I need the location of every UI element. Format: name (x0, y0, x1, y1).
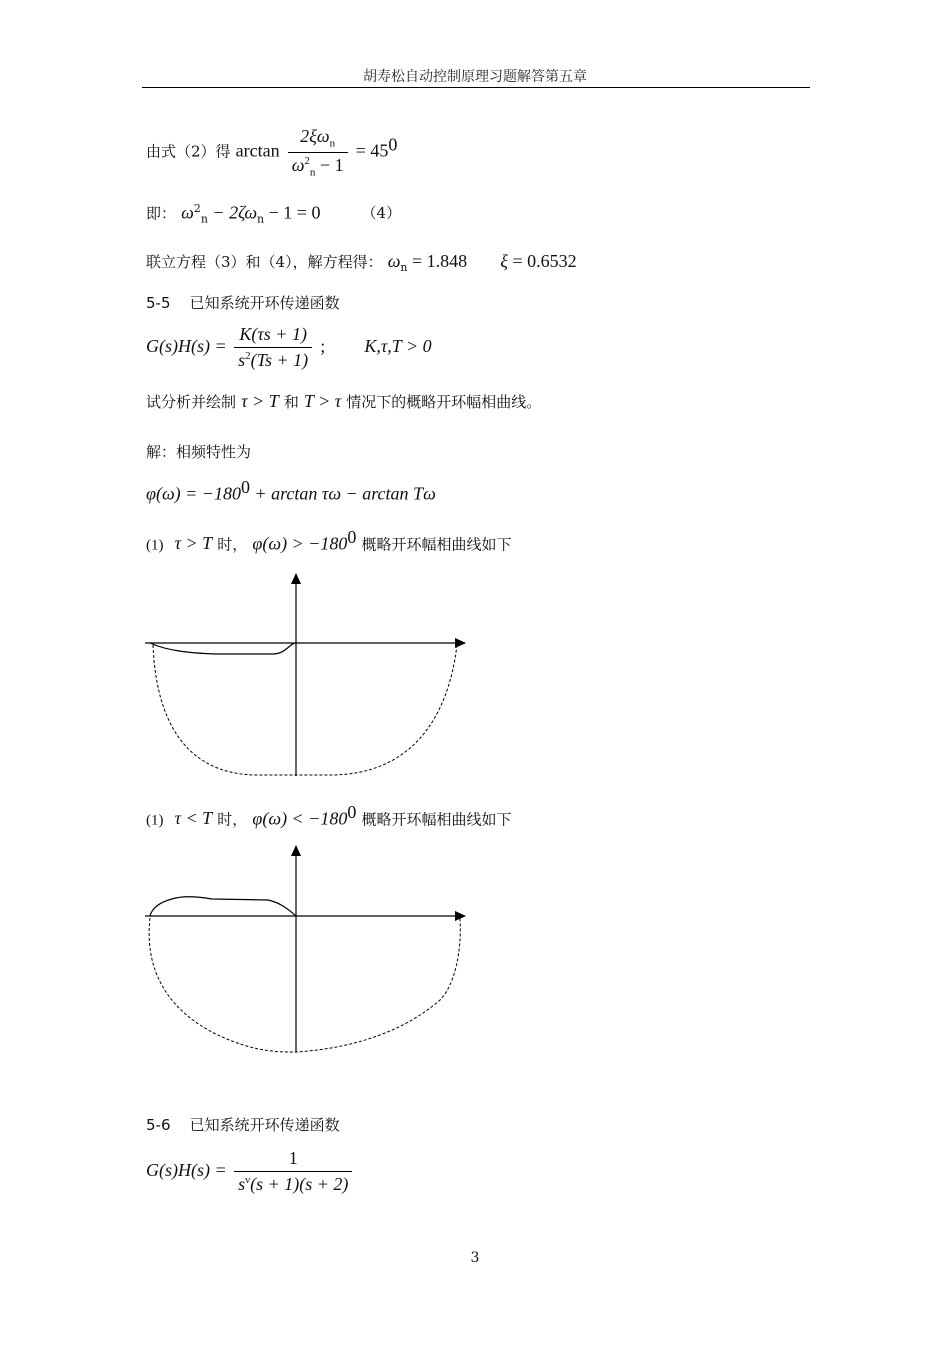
middle-term: − 2ζω (207, 202, 258, 223)
solution-heading: 解：相频特性为 (146, 443, 252, 461)
rest-term: − 1 = 0 (264, 202, 321, 223)
nyquist-curve-2 (150, 897, 296, 916)
task-cond2: T > τ (303, 391, 342, 411)
case1-phase: φ(ω) > −180 (252, 533, 348, 554)
tf-numerator: K(τs + 1) (234, 324, 312, 348)
page-header: 胡寿松自动控制原理习题解答第五章 (363, 69, 587, 85)
tf2-den-rest: (s + 1)(s + 2) (250, 1174, 349, 1194)
case1-description: 概略开环幅相曲线如下 (361, 535, 512, 554)
task-and: 和 (283, 393, 299, 411)
omega-sup: 2 (193, 202, 201, 215)
problem-number-2: 5-6 (146, 1116, 171, 1134)
tf2-lhs: G(s)H(s) = (146, 1160, 232, 1180)
case1-when: 时， (217, 535, 248, 554)
omega-n: ω (387, 251, 401, 271)
tf2-fraction (234, 1148, 352, 1195)
nyquist-plot-2 (145, 846, 465, 1052)
infinite-arc-1 (153, 645, 457, 775)
den-sup: 2 (304, 154, 310, 167)
case1-degree: 0 (347, 527, 357, 547)
case2-description: 概略开环幅相曲线如下 (361, 810, 512, 829)
phase-rest: + arctan τω − arctan Tω (249, 483, 436, 504)
case1-label: (1) (146, 537, 164, 554)
rhs-degree: 0 (388, 134, 398, 155)
task-part3: 情况下的概略开环幅相曲线。 (346, 393, 542, 411)
middle-sub: n (257, 212, 265, 226)
xi-symbol: ξ (500, 251, 508, 271)
problem-number: 5-5 (146, 294, 171, 312)
case2-degree: 0 (347, 802, 357, 822)
problem-title-2: 已知系统开环传递函数 (189, 1116, 340, 1134)
tf2-den-s: s (238, 1174, 246, 1194)
solution-text: 联立方程（3）和（4），解方程得： (146, 253, 383, 271)
case2-phase: φ(ω) < −180 (252, 808, 348, 829)
phase-lhs: φ(ω) = −180 (146, 483, 241, 504)
arctan-func: arctan (235, 140, 280, 161)
task-cond1: τ > T (241, 391, 279, 411)
tf-lhs: G(s)H(s) = (146, 336, 232, 356)
omega-sub: n (200, 212, 208, 226)
tf2-den-sup: ν (245, 1174, 251, 1186)
fraction-numerator: 2ξω (300, 126, 330, 146)
tf-semicolon: ; (320, 336, 326, 356)
omega-value: = 1.848 (407, 251, 468, 271)
case2-when: 时， (217, 810, 248, 829)
case1-condition: τ > T (174, 533, 213, 554)
den-sub: n (309, 166, 316, 179)
tf2-numerator: 1 (234, 1148, 352, 1172)
nyquist-curve-1 (150, 643, 296, 654)
phase-degree: 0 (240, 477, 250, 497)
page-number: 3 (470, 1250, 480, 1266)
tf-den-sup: 2 (245, 350, 251, 362)
tf-condition: K,τ,T > 0 (364, 336, 432, 356)
omega-symbol: ω (181, 202, 194, 223)
task-part1: 试分析并绘制 (146, 393, 237, 411)
rhs-value: = 45 (355, 140, 389, 161)
line1-prefix: 由式（2）得 (146, 142, 231, 161)
case2-condition: τ < T (174, 808, 213, 829)
nyquist-plot-1 (145, 574, 465, 776)
case2-label: (1) (146, 812, 164, 829)
omega-n-sub: n (400, 261, 408, 275)
num-subscript: n (329, 137, 336, 150)
line2-prefix: 即： (146, 204, 177, 223)
xi-value: = 0.6532 (507, 251, 577, 271)
infinite-arc-2 (149, 918, 460, 1052)
equation-tag: （4） (361, 204, 402, 223)
tf-den-s: s (238, 350, 246, 370)
tf-den-rest: (Ts + 1) (250, 350, 309, 370)
fraction-den-omega: ω (291, 154, 305, 175)
problem-5-6-heading (146, 1114, 340, 1135)
transfer-function-2 (146, 1148, 355, 1195)
den-rest: − 1 (315, 154, 344, 175)
problem-title: 已知系统开环传递函数 (189, 294, 340, 312)
